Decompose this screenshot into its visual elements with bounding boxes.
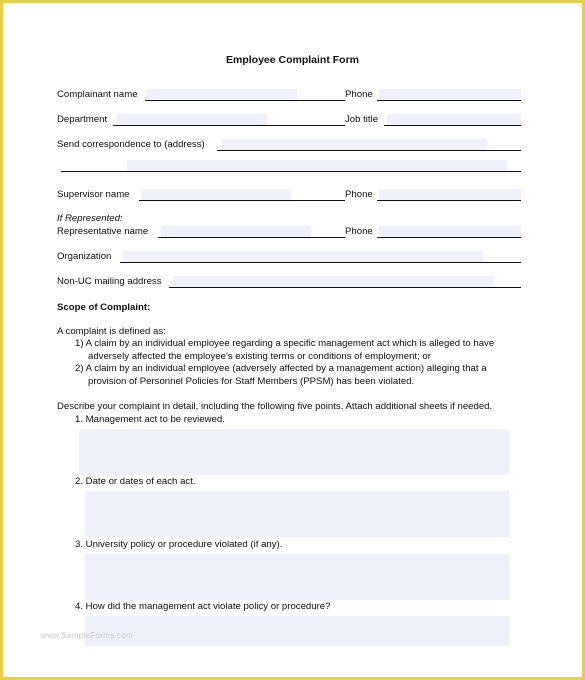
scope-intro: A complaint is defined as:: [57, 326, 166, 337]
form-page: [3, 3, 582, 677]
question-3-answer-box[interactable]: [85, 554, 509, 600]
scope-item-2-line-1: 2) A claim by an individual employee (adversely affected by a management action) alleging that a: [75, 363, 487, 374]
form-title: Employee Complaint Form: [225, 54, 360, 66]
supervisor-phone-line: [377, 200, 521, 201]
department-row: [57, 114, 521, 128]
scope-item-2-line-2: provision of Personnel Policies for Staff Members (PPSM) has been violated.: [88, 376, 415, 387]
organization-row: [57, 251, 521, 265]
question-3: 3. University policy or procedure violated (if any).: [75, 539, 283, 550]
phone-label: Phone: [345, 89, 373, 100]
correspondence-line: [217, 150, 521, 151]
correspondence-label: Send correspondence to (address): [57, 139, 205, 150]
job-title-label: Job title: [345, 114, 379, 125]
organization-label: Organization: [57, 251, 112, 262]
complainant-name-label: Complainant name: [57, 89, 138, 100]
scope-item-1-line-2: adversely affected the employee's existing terms or conditions of employment; or: [88, 351, 431, 362]
representative-phone-label: Phone: [345, 226, 373, 237]
details-instruction: Describe your complaint in detail, including the following five points. Attach additional sheets if needed.: [57, 401, 493, 412]
watermark: www.SampleForms.com: [41, 631, 133, 640]
representative-row: [57, 226, 521, 240]
mailing-address-label: Non-UC mailing address: [57, 276, 162, 287]
representative-name-label: Representative name: [57, 226, 149, 237]
complainant-name-line: [145, 100, 345, 101]
correspondence-row-2: [57, 160, 521, 174]
if-represented-label: If Represented:: [57, 213, 123, 224]
phone-line: [377, 100, 521, 101]
correspondence-line-2: [61, 171, 521, 172]
scope-item-1-line-1: 1) A claim by an individual employee regarding a specific management act which is alleged to have: [75, 338, 495, 349]
question-1: 1. Management act to be reviewed.: [75, 414, 225, 425]
job-title-line: [384, 125, 521, 126]
supervisor-row: [57, 189, 521, 203]
supervisor-phone-label: Phone: [345, 189, 373, 200]
mailing-address-line: [169, 287, 521, 288]
supervisor-name-line: [139, 200, 345, 201]
mailing-row: [57, 276, 521, 290]
complainant-row: [57, 89, 521, 103]
scope-heading: Scope of Complaint:: [57, 302, 151, 313]
question-4: 4. How did the management act violate policy or procedure?: [75, 601, 331, 612]
correspondence-row: [57, 139, 521, 153]
representative-name-line: [158, 237, 345, 238]
question-4-answer-box[interactable]: [85, 616, 509, 646]
department-line: [113, 125, 345, 126]
organization-line: [120, 262, 521, 263]
supervisor-name-label: Supervisor name: [57, 189, 130, 200]
question-2: 2. Date or dates of each act.: [75, 476, 196, 487]
question-2-answer-box[interactable]: [85, 491, 509, 537]
question-1-answer-box[interactable]: [79, 429, 509, 475]
representative-phone-line: [377, 237, 521, 238]
department-label: Department: [57, 114, 108, 125]
